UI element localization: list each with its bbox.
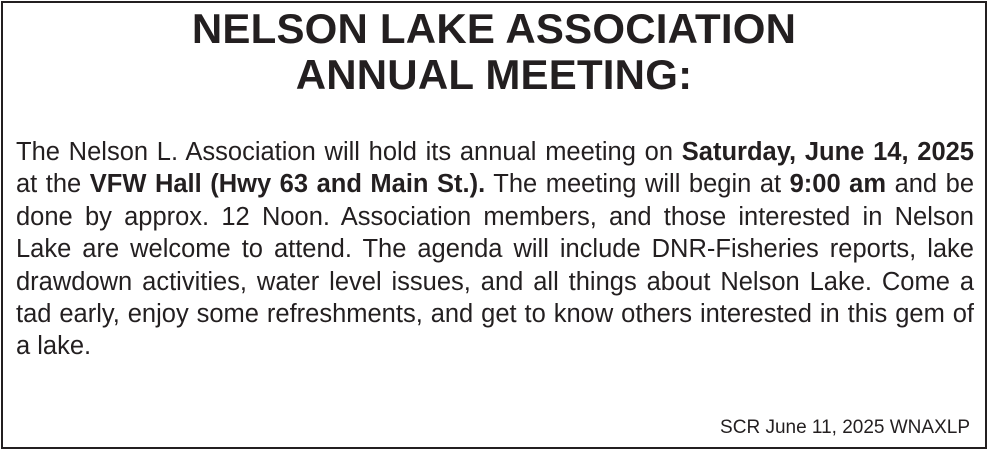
legal-notice-box: [1, 1, 987, 449]
notice-body: [16, 136, 974, 363]
meeting-venue: VFW Hall (Hwy 63 and Main St.).: [89, 170, 486, 199]
notice-body-at-the: at the: [16, 170, 90, 199]
notice-body-intro: The Nelson L. Association will hold its annual meeting on: [16, 138, 682, 166]
notice-title-line-1: NELSON LAKE ASSOCIATION: [191, 5, 797, 52]
notice-body-begin: The meeting will begin at: [485, 170, 790, 199]
meeting-date: Saturday, June 14, 2025: [681, 138, 974, 166]
notice-title: [3, 3, 985, 98]
notice-title-line-2: ANNUAL MEETING:: [295, 51, 693, 98]
publication-line: SCR June 11, 2025 WNAXLP: [720, 417, 970, 438]
meeting-time: 9:00 am: [789, 170, 887, 199]
notice-body-rest: and be done by approx. 12 Noon. Association members, and those interested in Nelson Lake are welcome to attend. The agenda will include DNR-Fisheries reports, lake drawdown activities, water level issues, and all things about Nelson Lake. Come a tad early, enjoy some refreshments, and get to know others interested in this gem of a lake.: [16, 170, 975, 361]
